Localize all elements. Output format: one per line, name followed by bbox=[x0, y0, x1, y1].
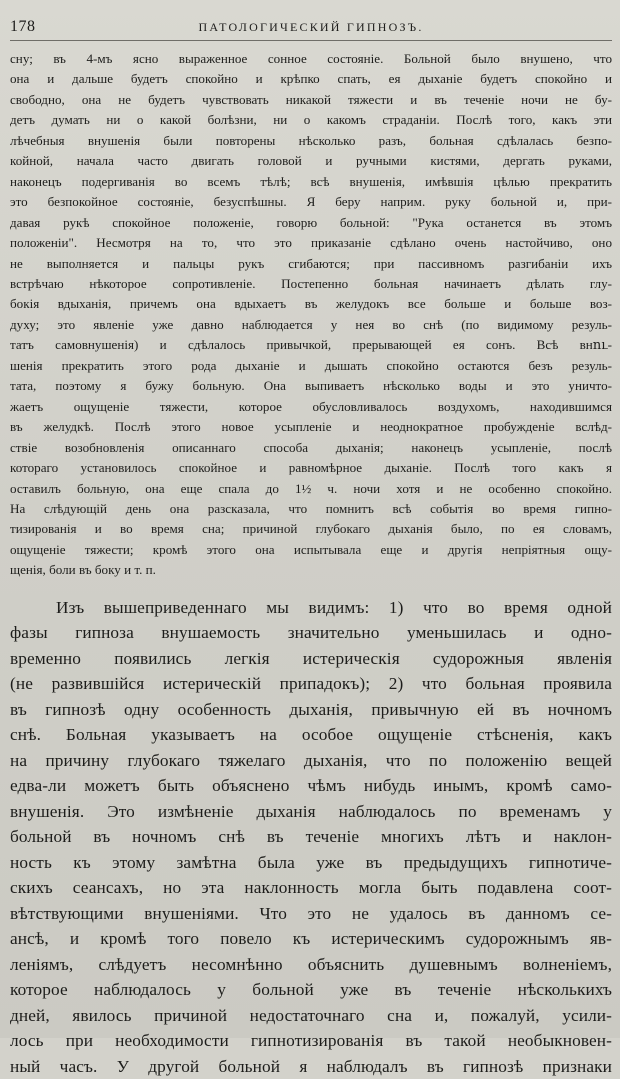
text-line: скихъ сеансахъ, но эта наклонность могла быть подавлена соот- bbox=[10, 878, 612, 898]
text-line: сну; въ 4-мъ ясно выраженное сонное состояніе. Больной было внушено, что bbox=[10, 51, 612, 66]
text-line: жаетъ ощущеніе тяжести, которое обусловливалось воздухомъ, находившимся bbox=[10, 398, 612, 414]
text-line: ность къ этому замѣтна была уже въ предыдущихъ гипнотиче- bbox=[10, 852, 612, 872]
text-line: бокія вдыханія, причемъ она вдыхаетъ въ желудокъ все больше и больше воз- bbox=[10, 296, 612, 312]
text-line: котораго установилось спокойное и равномѣрное дыханіе. Послѣ того какъ я bbox=[10, 460, 612, 476]
running-head: ПАТОЛОГИЧЕСКИЙ ГИПНОЗЪ. bbox=[198, 20, 424, 34]
text-line: внушенія. Это измѣненіе дыханія наблюдалось по временамъ у bbox=[10, 801, 612, 821]
text-line: въ гипнозѣ одну особенность дыханія, привычную ей въ ночномъ bbox=[10, 699, 612, 719]
text-line: это безпокойное состояніе, безуспѣшны. Я беру наприм. руку больной и, при- bbox=[10, 194, 612, 210]
text-line: снѣ. Больная указываетъ на особое ощущеніе стѣсненія, какъ bbox=[10, 725, 612, 745]
main-paragraph bbox=[10, 595, 612, 1079]
text-line: оставилъ больную, она еще спала до 1½ ч. ночи хотя и не особенно спокойно. bbox=[10, 480, 612, 496]
text-line: шенія прекратить этого рода дыханіе и дышать спокойно остаются безъ резуль- bbox=[10, 357, 612, 373]
text-line: встрѣчаю нѣкоторое сопротивленіе. Постепенно больная начинаетъ дѣлать глу- bbox=[10, 275, 612, 291]
text-line: на причину глубокаго тяжелаго дыханія, что по положенію вещей bbox=[10, 750, 612, 770]
page-header bbox=[10, 18, 612, 41]
text-line: детъ думать ни о какой болѣзни, ни о какомъ страданіи. Послѣ того, какъ эти bbox=[10, 112, 612, 128]
text-line: она и дальше будетъ спокойно и крѣпко спать, ея дыханіе будетъ спокойно и bbox=[10, 71, 612, 87]
text-line: ощущеніе тяжести; кромѣ этого она испытывала еще и другія непріятныя ощу- bbox=[10, 541, 612, 557]
text-line: ансѣ, и кромѣ того повело къ истерическимъ судорожнымъ яв- bbox=[10, 929, 612, 949]
text-line: ствіе возобновленія описаннаго способа дыханія; наконецъ усыпленіе, послѣ bbox=[10, 439, 612, 455]
text-line: дней, явилось причиной недостаточнаго сна и, пожалуй, усили- bbox=[10, 1005, 612, 1025]
text-line: въ желудкѣ. Послѣ этого новое усыпленіе и неоднократное пробужденіе вслѣд- bbox=[10, 419, 612, 435]
text-line: лѣчебныя внушенія были повторены нѣсколько разъ, больная сдѣлалась безпо- bbox=[10, 132, 612, 148]
page-number: 178 bbox=[10, 18, 36, 35]
text-line: свободно, она не будетъ чувствовать никакой тяжести и въ теченіе ночи не бу- bbox=[10, 91, 612, 107]
text-line: положеніи". Несмотря на то, что это приказаніе сдѣлано очень настойчиво, оно bbox=[10, 235, 612, 251]
text-line: (не развившійся истерическій припадокъ); 2) что больная проявила bbox=[10, 674, 612, 694]
text-line: вѣтствующими внушеніями. Что это не удалось въ данномъ се- bbox=[10, 903, 612, 923]
text-line: духу; это явленіе уже давно наблюдается у нея во снѣ (по видимому резуль- bbox=[10, 316, 612, 332]
text-line: На слѣдующій день она разсказала, что помнитъ всѣ событія во время гипно- bbox=[10, 500, 612, 516]
text-line: едва-ли можетъ быть объяснено чѣмъ нибудь инымъ, кромѣ само- bbox=[10, 776, 612, 796]
text-line: больной въ ночномъ снѣ въ теченіе многихъ лѣтъ и наклон- bbox=[10, 827, 612, 847]
text-line: Изъ вышеприведеннаго мы видимъ: 1) что во время одной bbox=[56, 597, 612, 617]
text-line: щенія, боли въ боку и т. п. bbox=[10, 562, 156, 578]
text-line: не выполняется и пальцы рукъ сгибаются; при пассивномъ разгибаніи ихъ bbox=[10, 255, 612, 271]
small-print-paragraph bbox=[10, 49, 612, 581]
text-line: леніямъ, слѣдуетъ несомнѣнно объяснить душевнымъ волненіемъ, bbox=[10, 954, 612, 974]
text-line: лось при необходимости гипнотизированія въ такой необыкновен- bbox=[10, 1031, 612, 1051]
text-line: фазы гипноза внушаемость значительно уменьшилась и одно- bbox=[10, 623, 612, 643]
text-line: татъ самовнушенія) и сдѣлалось привычкой, прерывающей ея сонъ. Всѣ внու- bbox=[10, 337, 612, 353]
text-line: наконецъ подергиванія во всемъ тѣлѣ; всѣ внушенія, имѣвшія цѣлью прекратить bbox=[10, 173, 612, 189]
text-line: которое наблюдалось у больной уже въ теченіе нѣсколькихъ bbox=[10, 980, 612, 1000]
text-line: давая рукѣ спокойное положеніе, говорю больной: "Рука останется въ этомъ bbox=[10, 214, 612, 230]
text-line: ный часъ. У другой больной я наблюдалъ въ гипнозѣ признаки bbox=[10, 1056, 612, 1076]
text-line: тизированія и во время сна; причиной глубокаго дыханія было, по ея словамъ, bbox=[10, 521, 612, 537]
text-line: временно появились легкія истерическія судорожныя явленія bbox=[10, 648, 612, 668]
text-line: койной, начала часто двигать головой и ручными кистями, дергать руками, bbox=[10, 153, 612, 169]
text-line: тата, поэтому я бужу больную. Она выпиваетъ нѣсколько воды и это уничто- bbox=[10, 378, 612, 394]
